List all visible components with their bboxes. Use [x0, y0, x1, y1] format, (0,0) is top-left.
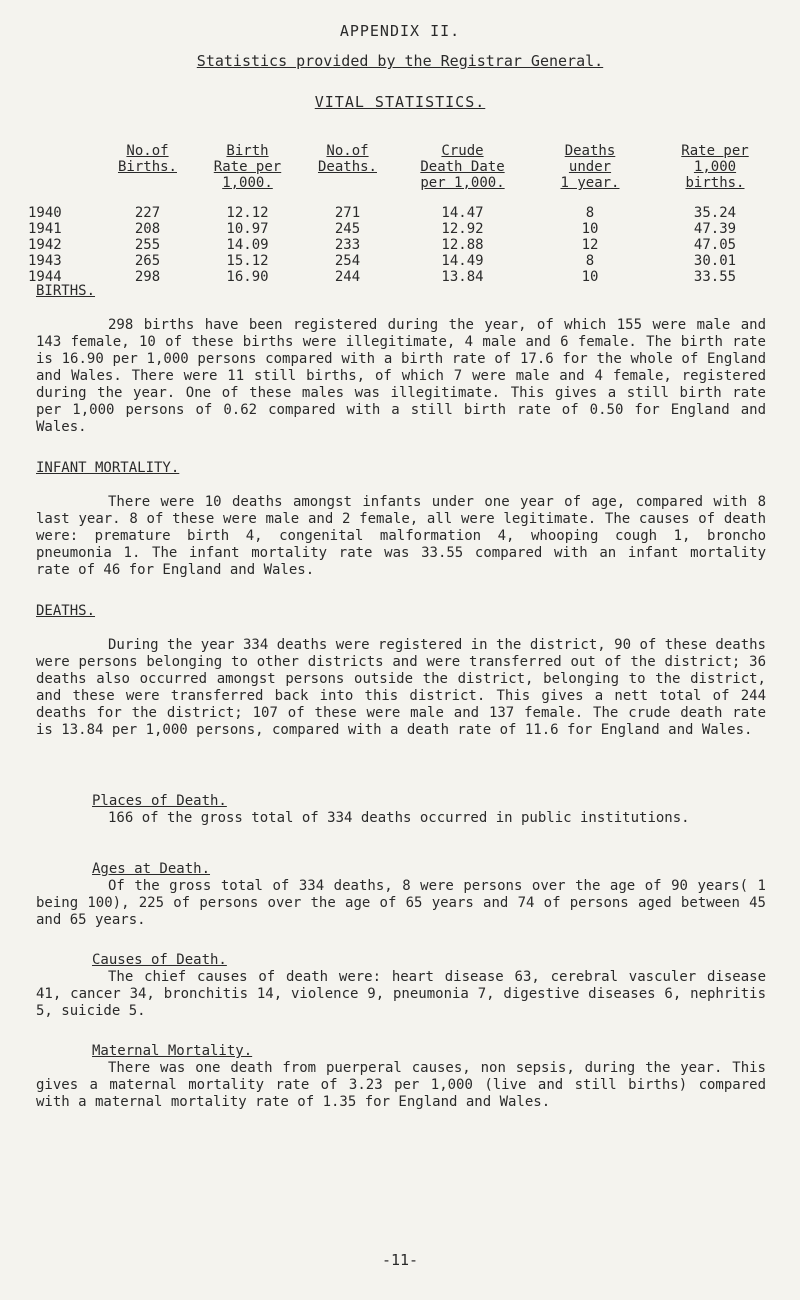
- header-deaths-under-1: Deaths under 1 year.: [560, 143, 620, 191]
- cell-year: 1940: [28, 205, 62, 221]
- header-crude-death-rate: Crude Death Date per 1,000.: [420, 143, 505, 191]
- cell-deaths-under-1: 10: [581, 269, 599, 285]
- ages-at-death-text: Of the gross total of 334 deaths, 8 were persons over the age of 90 years( 1 being 100), 225 of persons over the age of 65 years and 74 of persons aged between 45 and 65 years.: [36, 878, 766, 928]
- header-year: [20, 143, 100, 191]
- table-row: [20, 221, 780, 237]
- causes-of-death-body: [36, 969, 766, 1020]
- cell-year: 1943: [28, 253, 62, 269]
- cell-births: 298: [134, 269, 161, 285]
- document-subtitle: Statistics provided by the Registrar General.: [196, 52, 604, 70]
- cell-births: 227: [134, 205, 161, 221]
- cell-infant-rate: 47.39: [693, 221, 737, 237]
- table-row: [20, 191, 780, 221]
- cell-birth-rate: 14.09: [226, 237, 269, 253]
- causes-of-death-text: The chief causes of death were: heart disease 63, cerebral vasculer disease 41, cancer 34, bronchitis 14, violence 9, pneumonia 7, digestive diseases 6, nephritis 5, suicide 5.: [36, 969, 766, 1019]
- header-deaths: No.of Deaths.: [317, 143, 377, 175]
- cell-year: 1942: [28, 237, 62, 253]
- causes-of-death-heading: Causes of Death.: [92, 952, 227, 968]
- table-row: [20, 237, 780, 253]
- cell-death-rate: 13.84: [441, 269, 484, 285]
- births-section: [36, 283, 766, 436]
- cell-infant-rate: 33.55: [693, 269, 737, 285]
- deaths-heading: DEATHS.: [36, 603, 96, 619]
- places-of-death-heading: Places of Death.: [92, 793, 227, 809]
- infant-mortality-text: There were 10 deaths amongst infants under one year of age, compared with 8 last year. 8 of these were male and 2 female, all were legitimate. The causes of death were: premature birth 4, congenital malformation 4, whooping cough 1, broncho pneumonia 1. The infant mortality rate was 33.55 compared with an infant mortality rate of 46 for England and Wales.: [36, 494, 766, 578]
- cell-deaths: 244: [334, 269, 361, 285]
- maternal-mortality-body: [36, 1060, 766, 1111]
- vital-statistics-table: [20, 143, 780, 285]
- cell-birth-rate: 12.12: [226, 205, 269, 221]
- cell-year: 1941: [28, 221, 62, 237]
- cell-deaths-under-1: 8: [585, 205, 595, 221]
- table-header-row: [20, 143, 780, 191]
- ages-at-death-body: [36, 878, 766, 929]
- births-text: 298 births have been registered during the year, of which 155 were male and 143 female, 10 of these births were illegitimate, 4 male and 6 female. The birth rate is 16.90 per 1,000 persons compared with a birth rate of 17.6 for the whole of England and Wales. There were 11 still births, of which 7 were male and 4 female, registered during the year. One of these males was illegitimate. This gives a still birth rate per 1,000 persons of 0.62 compared with a still birth rate of 0.50 for England and Wales.: [36, 317, 766, 435]
- maternal-mortality-heading: Maternal Mortality.: [92, 1043, 253, 1059]
- cell-birth-rate: 15.12: [226, 253, 269, 269]
- cell-deaths: 271: [334, 205, 361, 221]
- cell-death-rate: 14.49: [441, 253, 484, 269]
- maternal-mortality-text: There was one death from puerperal causes, non sepsis, during the year. This gives a maternal mortality rate of 3.23 per 1,000 (live and still births) compared with a maternal mortality rate of 1.35 for England and Wales.: [36, 1060, 766, 1110]
- cell-death-rate: 12.88: [441, 237, 484, 253]
- births-heading: BIRTHS.: [36, 283, 96, 299]
- vital-statistics-heading: VITAL STATISTICS.: [314, 93, 486, 111]
- cell-deaths: 245: [334, 221, 361, 237]
- header-birth-rate: Birth Rate per 1,000.: [213, 143, 282, 191]
- causes-of-death-section: [92, 952, 772, 969]
- cell-birth-rate: 16.90: [226, 269, 269, 285]
- cell-infant-rate: 47.05: [693, 237, 737, 253]
- table-row: [20, 253, 780, 269]
- infant-mortality-heading: INFANT MORTALITY.: [36, 460, 180, 476]
- cell-deaths: 254: [334, 253, 361, 269]
- places-of-death-body: [36, 810, 766, 827]
- maternal-mortality-section: [92, 1043, 772, 1060]
- cell-deaths: 233: [334, 237, 361, 253]
- cell-birth-rate: 10.97: [226, 221, 269, 237]
- cell-death-rate: 14.47: [441, 205, 484, 221]
- places-of-death-section: [92, 793, 772, 810]
- cell-births: 208: [134, 221, 161, 237]
- places-of-death-text: 166 of the gross total of 334 deaths occurred in public institutions.: [108, 810, 690, 826]
- page-number: -11-: [381, 1251, 419, 1269]
- cell-births: 255: [134, 237, 161, 253]
- cell-year: 1944: [28, 269, 62, 285]
- appendix-title: APPENDIX II.: [339, 22, 461, 40]
- cell-births: 265: [134, 253, 161, 269]
- ages-at-death-heading: Ages at Death.: [92, 861, 211, 877]
- cell-infant-rate: 35.24: [693, 205, 737, 221]
- infant-mortality-section: [36, 460, 766, 579]
- header-births: No.of Births.: [117, 143, 177, 175]
- header-infant-rate: Rate per 1,000 births.: [681, 143, 749, 191]
- cell-death-rate: 12.92: [441, 221, 484, 237]
- deaths-section: [36, 603, 766, 739]
- ages-at-death-section: [92, 861, 772, 878]
- cell-deaths-under-1: 8: [585, 253, 595, 269]
- cell-infant-rate: 30.01: [693, 253, 737, 269]
- deaths-text: During the year 334 deaths were registered in the district, 90 of these deaths were persons belonging to other districts and were transferred out of the district; 36 deaths also occurred amongst persons outside the district, belonging to the district, and these were transferred back into this district. This gives a nett total of 244 deaths for the district; 107 of these were male and 137 female. The crude death rate is 13.84 per 1,000 persons, compared with a death rate of 11.6 for England and Wales.: [36, 637, 766, 738]
- cell-deaths-under-1: 12: [581, 237, 599, 253]
- cell-deaths-under-1: 10: [581, 221, 599, 237]
